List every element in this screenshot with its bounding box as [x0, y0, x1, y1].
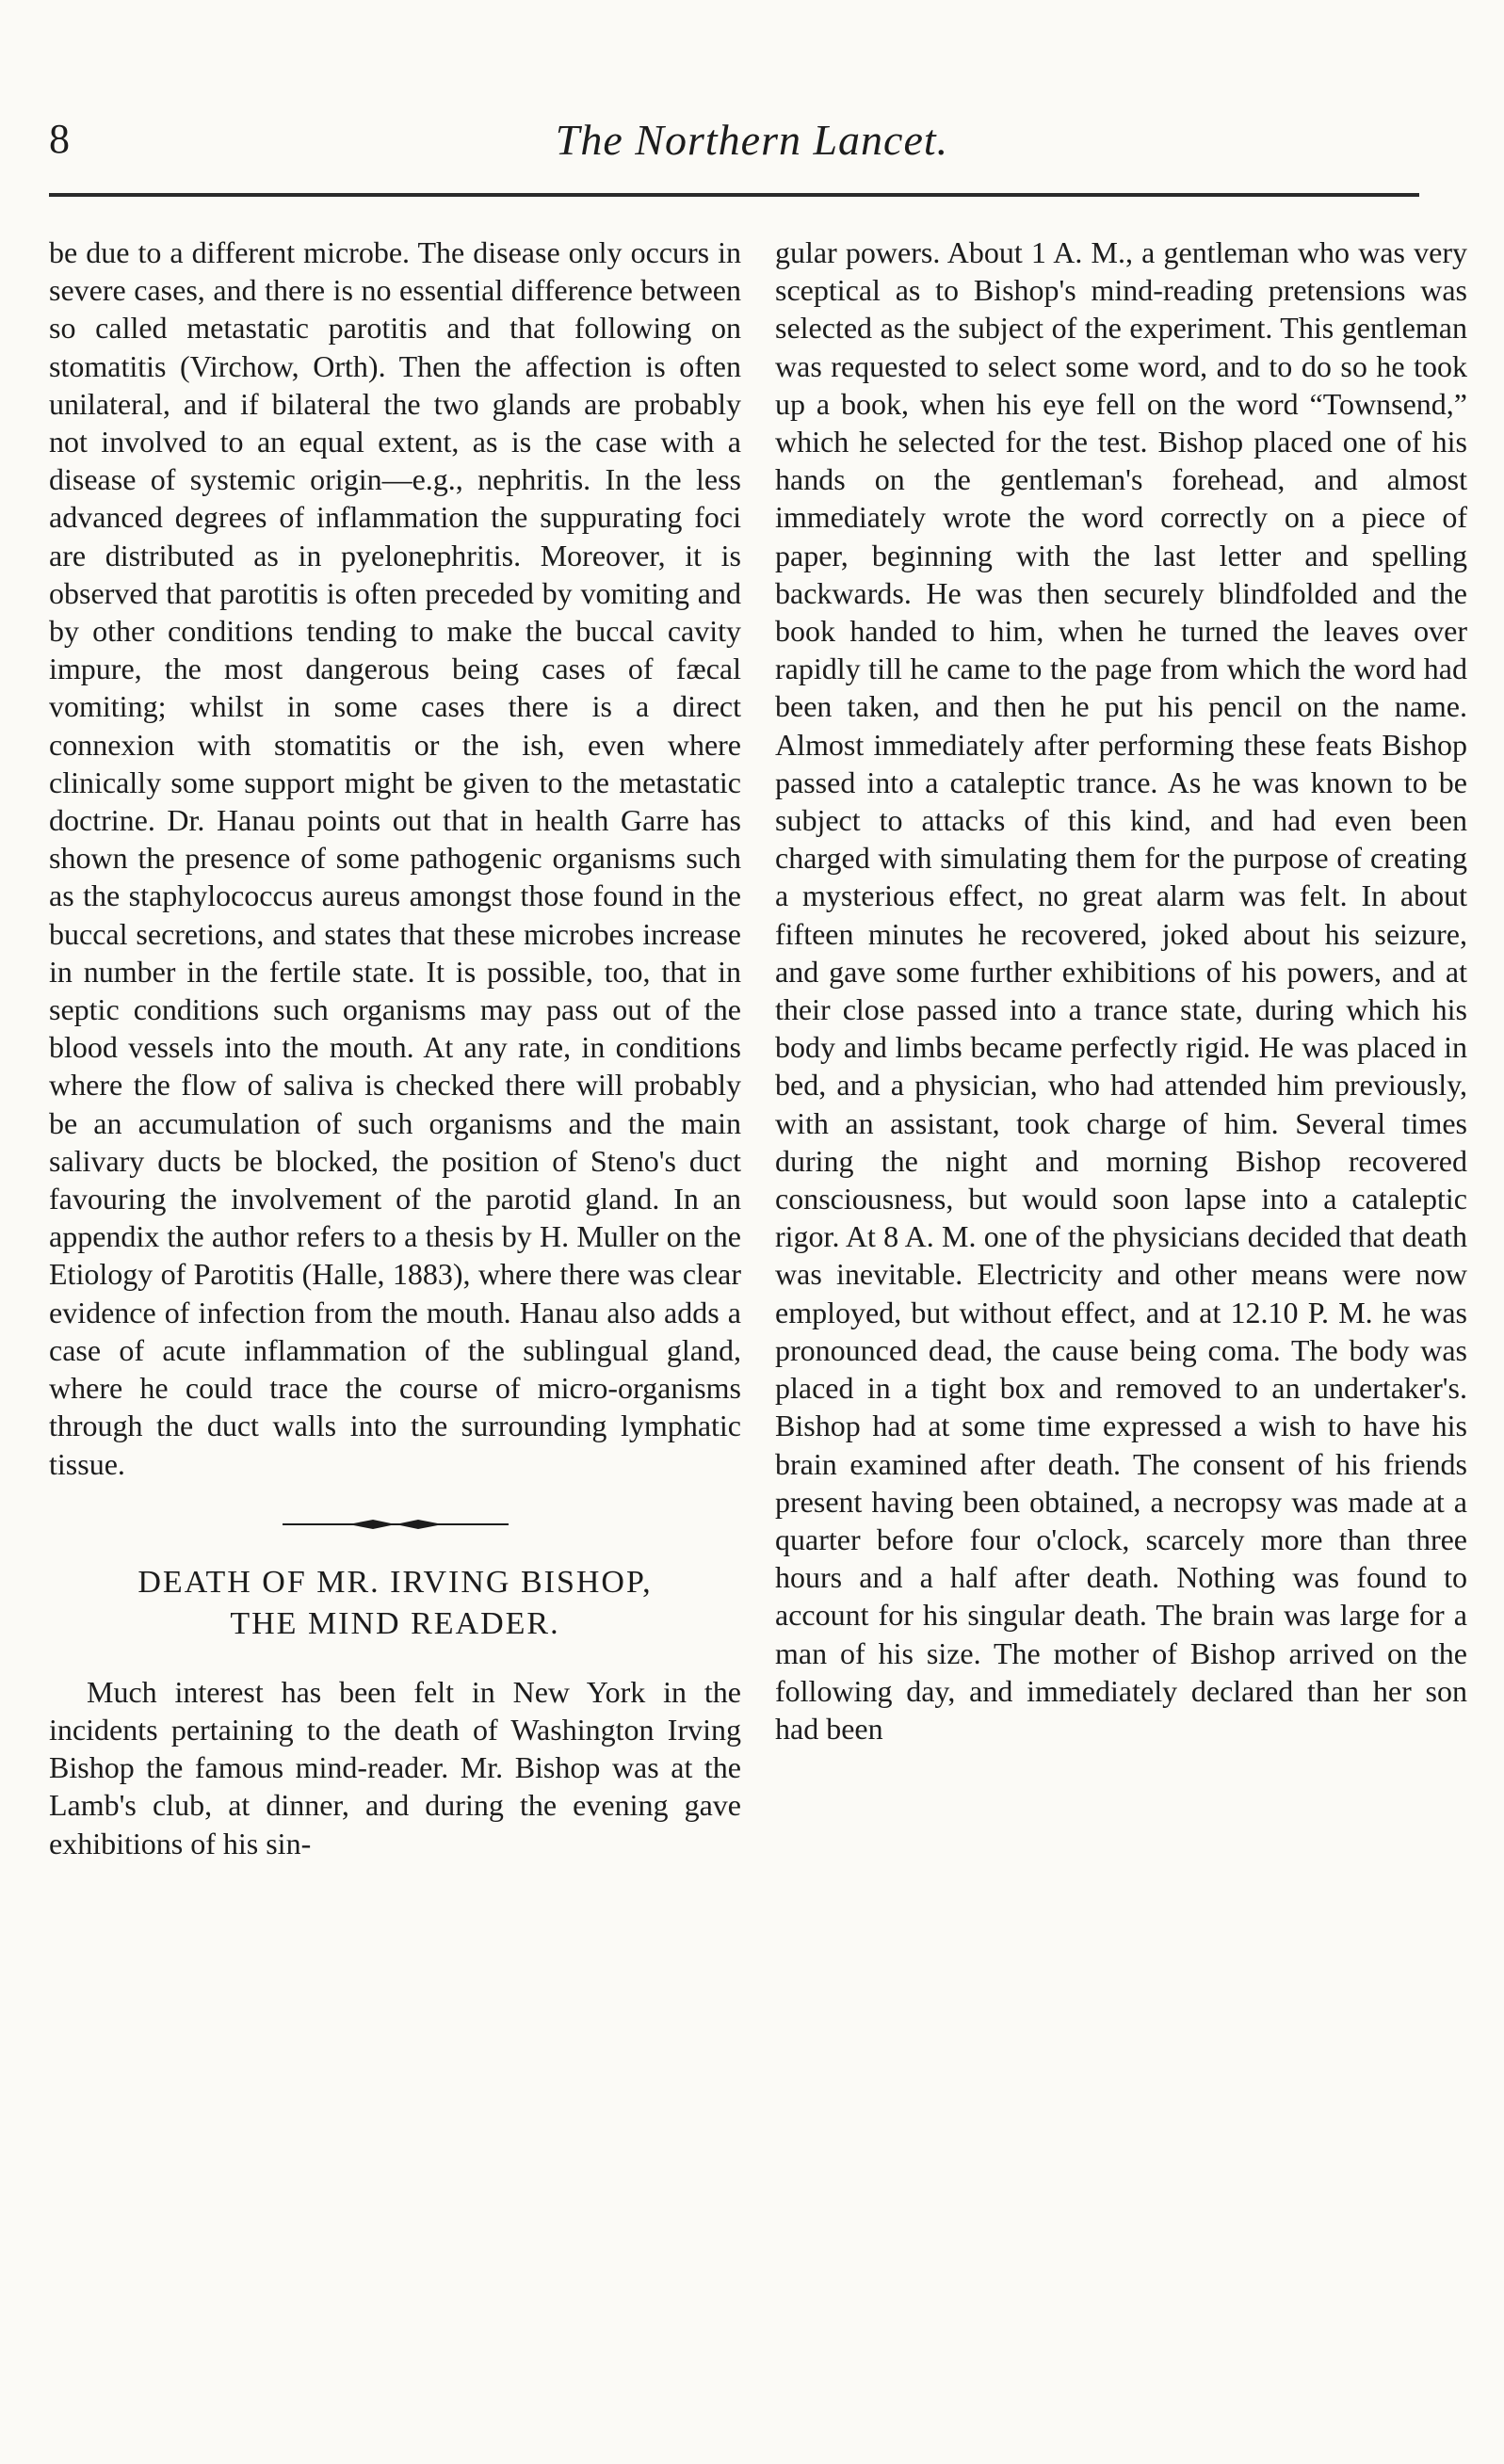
right-paragraph: gular powers. About 1 A. M., a gentleman who was very sceptical as to Bishop's mind-reading pretensions was selected as the subject of the experiment. This gentleman was requested to select some word, and to do so he took up a book, when his eye fell on the word “Townsend,” which he selected for the test. Bishop placed one of his hands on the gentleman's forehead, and almost immediately wrote the word correctly on a piece of paper, beginning with the last letter and spelling backwards. He was then securely blindfolded and the book handed to him, when he turned the leaves over rapidly till he came to the page from which the word had been taken, and then he put his pencil on the name. Almost immediately after performing these feats Bishop passed into a cataleptic trance. As he was known to be subject to attacks of this kind, and had even been charged with simulating them for the purpose of creating a mysterious effect, no great alarm was felt. In about fifteen minutes he recovered, joked about his seizure, and gave some further exhibitions of his powers, and at their close passed into a trance state, during which his body and limbs became perfectly rigid. He was placed in bed, and a physician, who had attended him previously, with an assistant, took charge of him. Several times during the night and morning Bishop recovered consciousness, but would soon lapse into a cataleptic rigor. At 8 A. M. one of the physicians decided that death was inevitable. Electricity and other means were now employed, but without effect, and at 12.10 P. M. he was pronounced dead, the cause being coma. The body was placed in a tight box and removed to an undertaker's. Bishop had at some time expressed a wish to have his brain examined after death. The consent of his friends present having been obtained, a necropsy was made at a quarter before four o'clock, scarcely more than three hours and a half after death. Nothing was found to account for his singular death. The brain was large for a man of his size. The mother of Bishop arrived on the following day, and immediately declared than her son had been	[775, 235, 1467, 1746]
page-number: 8	[49, 116, 70, 162]
left-paragraph-continued: be due to a different microbe. The disease only occurs in severe cases, and there is no essential difference between so called metastatic parotitis and that following on stomatitis (Virchow, Orth). Then the affection is often unilateral, and if bilateral the two glands are probably not involved to an equal extent, as is the case with a disease of systemic origin—e.g., nephritis. In the less advanced degrees of inflammation the suppurating foci are distributed as in pyelonephritis. Moreover, it is observed that parotitis is often preceded by vomiting and by other conditions tending to make the buccal cavity impure, the most dangerous being cases of fæcal vomiting; whilst in some cases there is a direct connexion with stomatitis or the ish, even where clinically some support might be given to the metastatic doctrine. Dr. Hanau points out that in health Garre has shown the presence of some pathogenic organisms such as the staphylococcus aureus amongst those found in the buccal secretions, and states that these microbes increase in number in the fertile state. It is possible, too, that in septic conditions such organisms may pass out of the blood vessels into the mouth. At any rate, in conditions where the flow of saliva is checked there will probably be an accumulation of such organisms and the main salivary ducts be blocked, the position of Steno's duct favouring the involvement of the parotid gland. In an appendix the author refers to a thesis by H. Muller on the Etiology of Parotitis (Halle, 1883), where there was clear evidence of infection from the mouth. Hanau also adds a case of acute inflammation of the sublingual gland, where he could trace the course of micro-organisms through the duct walls into the surrounding lymphatic tissue.	[49, 235, 741, 1481]
header-rule	[49, 193, 1419, 197]
right-column	[775, 234, 1467, 1747]
headline-line-2: THE MIND READER.	[230, 1605, 560, 1641]
left-paragraph-article: Much interest has been felt in New York in the incidents pertaining to the death of Washington Irving Bishop the famous mind-reader. Mr. Bishop was at the Lamb's club, at dinner, and during the evening gave exhibitions of his sin-	[49, 1674, 741, 1860]
section-divider	[283, 1515, 509, 1534]
article-headline	[49, 1562, 741, 1645]
running-head: The Northern Lancet.	[555, 116, 949, 164]
headline-line-1: DEATH OF MR. IRVING BISHOP,	[137, 1564, 653, 1600]
left-column	[49, 234, 741, 1862]
